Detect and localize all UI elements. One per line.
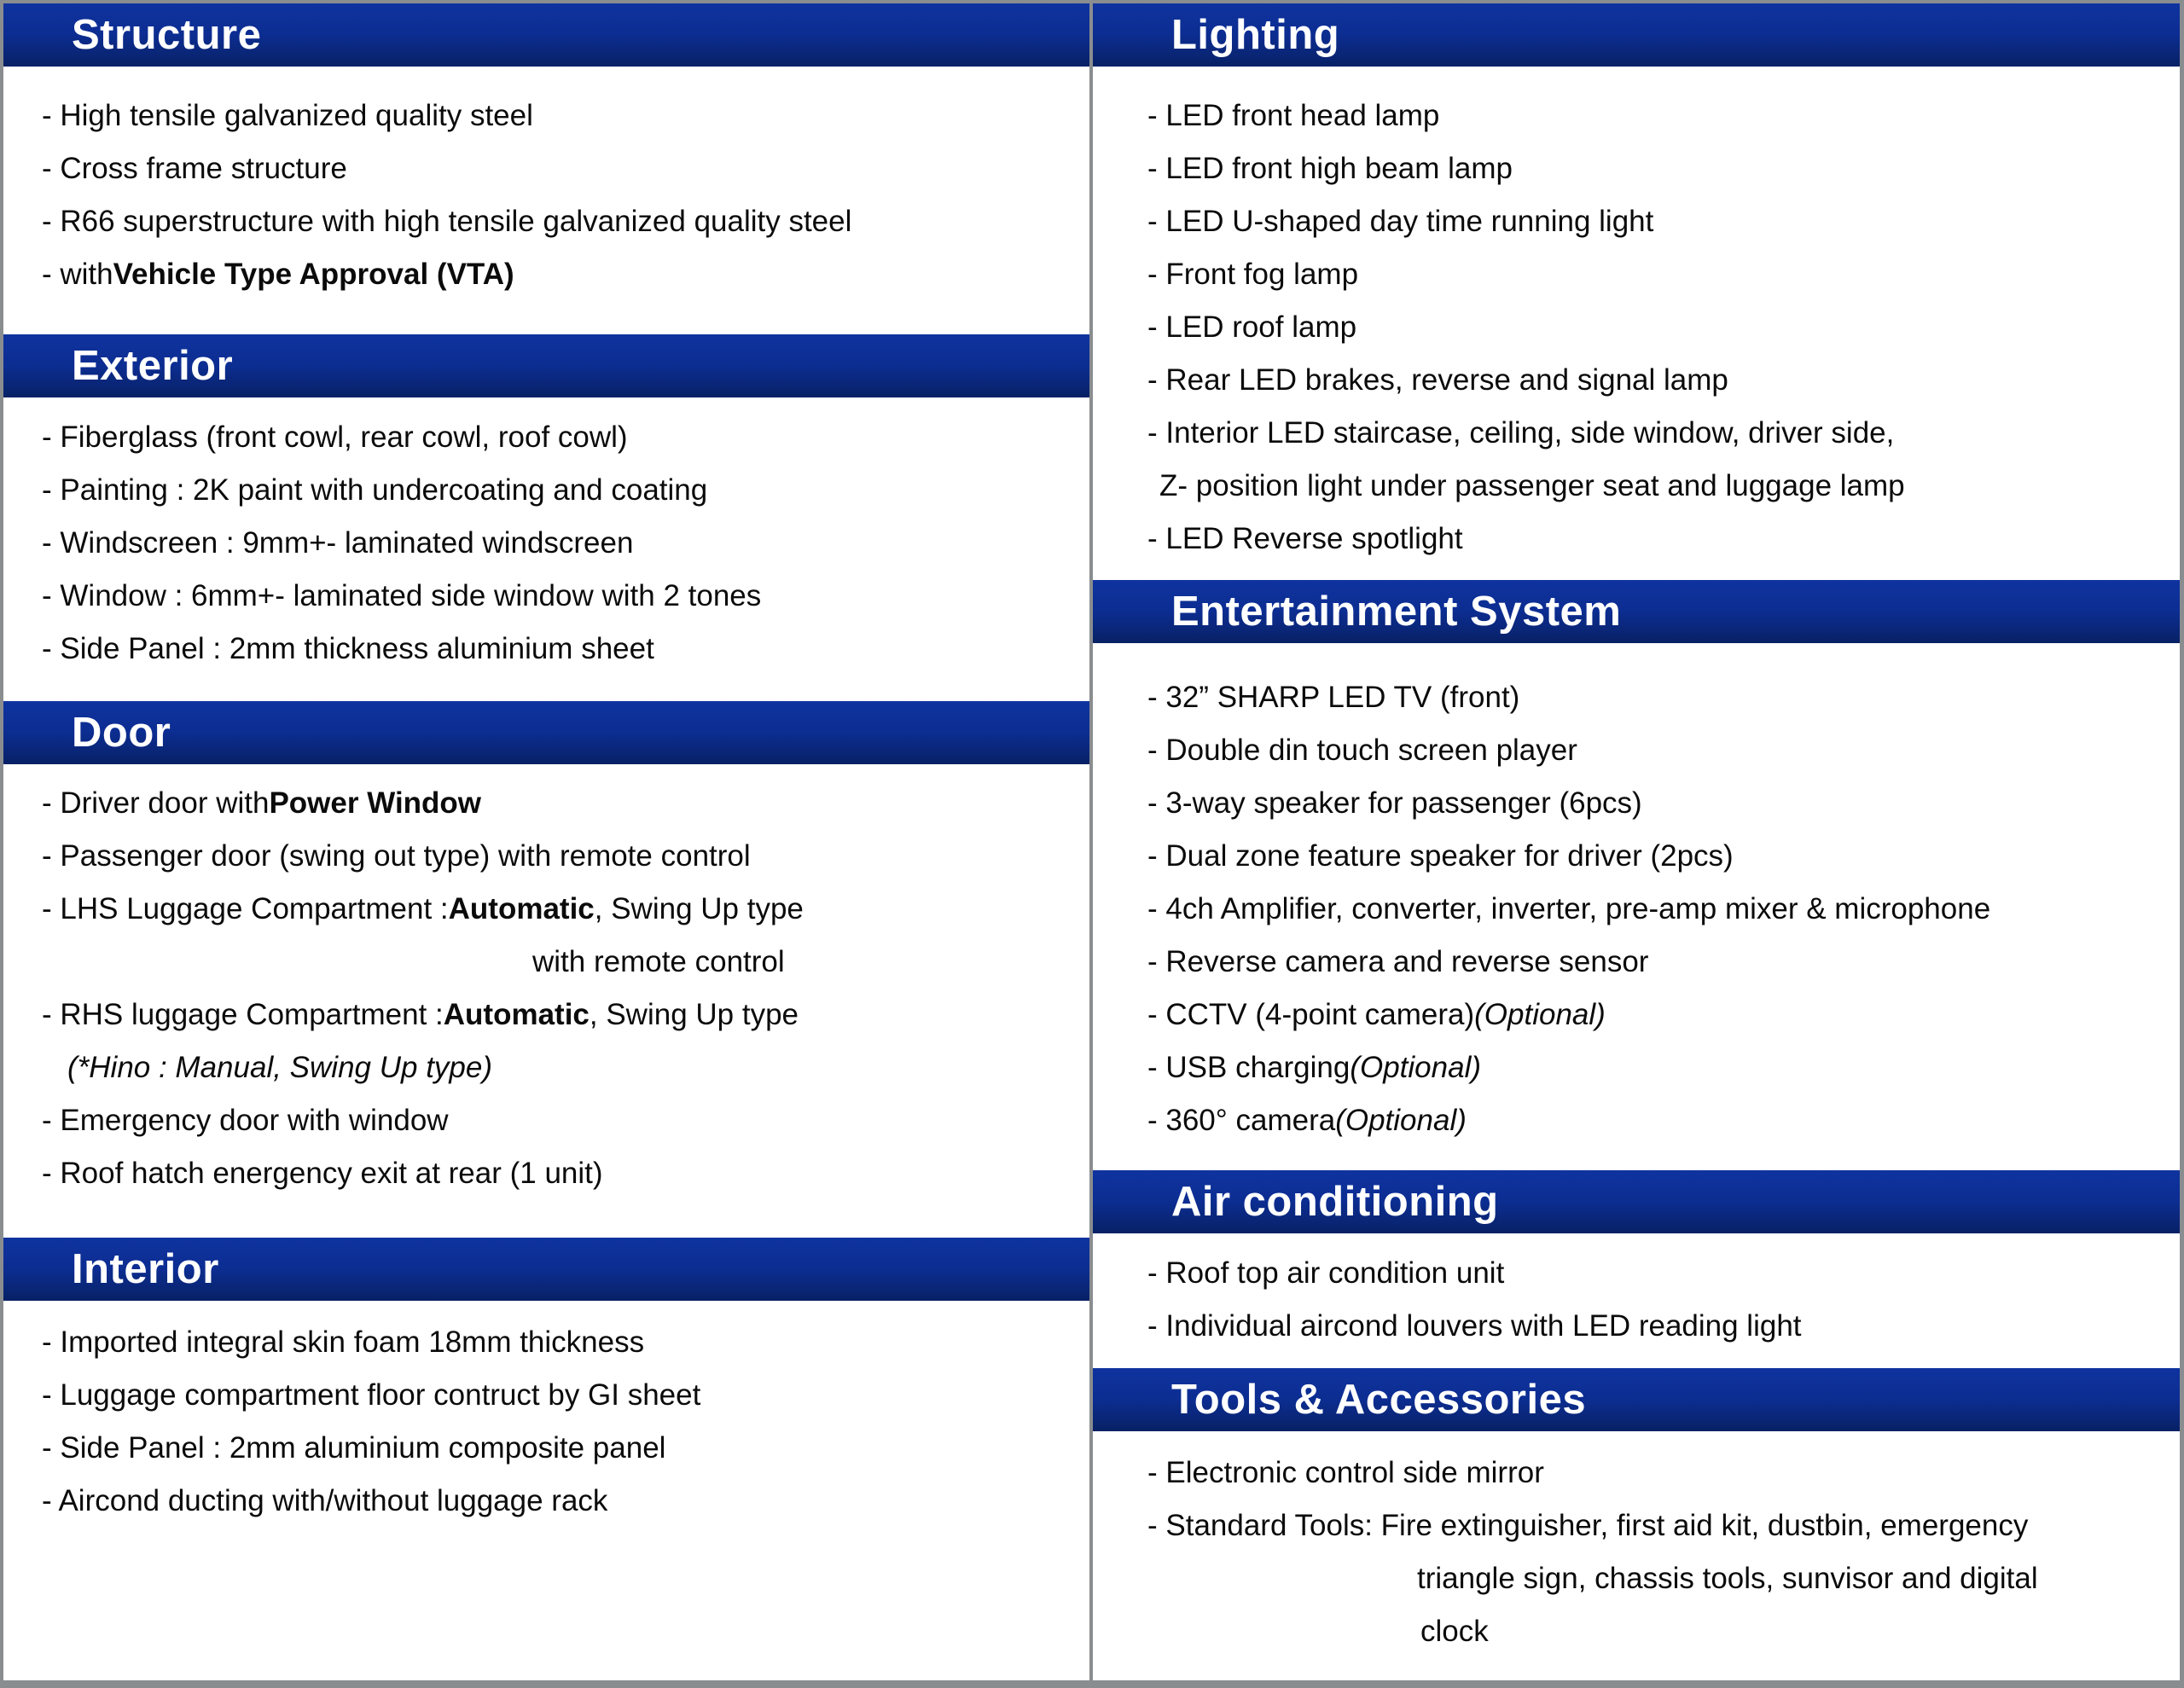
column-right (1093, 3, 2180, 1680)
spec-item: - CCTV (4-point camera) (Optional) (1147, 998, 1606, 1031)
spec-item: (*Hino : Manual, Swing Up type) (67, 1051, 492, 1084)
spec-list (3, 1316, 1089, 1528)
spec-item: - Reverse camera and reverse sensor (1147, 945, 1649, 978)
spec-item: - Dual zone feature speaker for driver (2pcs) (1147, 839, 1734, 873)
section-header (1093, 1368, 2180, 1431)
section-tools (1093, 1368, 2180, 1658)
spec-item: - LED Reverse spotlight (1147, 522, 1463, 555)
spec-item: - 360° camera (Optional) (1147, 1104, 1467, 1137)
spec-item: - Electronic control side mirror (1147, 1456, 1544, 1489)
spec-item: - Roof hatch energency exit at rear (1 unit) (42, 1157, 603, 1190)
spec-item: - Standard Tools: Fire extinguisher, first aid kit, dustbin, emergency (1147, 1509, 2029, 1542)
spec-list (3, 411, 1089, 676)
spec-item: - Rear LED brakes, reverse and signal lamp (1147, 363, 1728, 397)
section-aircond (1093, 1170, 2180, 1353)
spec-item: - 32” SHARP LED TV (front) (1147, 681, 1520, 714)
spec-item: - Side Panel : 2mm aluminium composite panel (42, 1431, 666, 1465)
spec-item: - Double din touch screen player (1147, 734, 1577, 767)
section-lighting (1093, 3, 2180, 566)
section-title: Door (72, 710, 171, 756)
spec-item: - Painting : 2K paint with undercoating and coating (42, 473, 708, 507)
section-header (3, 701, 1089, 764)
spec-item: - Cross frame structure (42, 152, 347, 185)
section-title: Exterior (72, 343, 234, 389)
spec-item: - Imported integral skin foam 18mm thickness (42, 1325, 645, 1359)
spec-item: - Interior LED staircase, ceiling, side window, driver side, (1147, 416, 1895, 450)
spec-list (1093, 671, 2180, 1147)
spec-item: - LHS Luggage Compartment : Automatic , Swing Up type (42, 892, 804, 925)
spec-item: clock (1420, 1615, 1489, 1648)
spec-item: - Side Panel : 2mm thickness aluminium sheet (42, 632, 654, 665)
spec-list (1093, 1447, 2180, 1658)
spec-list (3, 777, 1089, 1200)
column-left (3, 3, 1089, 1680)
section-header (1093, 1170, 2180, 1233)
section-title: Lighting (1171, 12, 1340, 58)
spec-list (1093, 1247, 2180, 1353)
section-title: Air conditioning (1171, 1179, 1499, 1225)
spec-item: - Roof top air condition unit (1147, 1256, 1505, 1290)
spec-item: triangle sign, chassis tools, sunvisor and digital (1417, 1562, 2038, 1595)
spec-item: - USB charging (Optional) (1147, 1051, 1481, 1084)
section-title: Tools & Accessories (1171, 1377, 1587, 1423)
spec-item: - LED front head lamp (1147, 99, 1440, 132)
section-structure (3, 3, 1089, 301)
spec-list (1093, 90, 2180, 566)
spec-item: - 3-way speaker for passenger (6pcs) (1147, 786, 1642, 820)
section-header (3, 1238, 1089, 1301)
section-header (1093, 580, 2180, 643)
section-title: Interior (72, 1246, 219, 1292)
spec-item: - LED U-shaped day time running light (1147, 205, 1654, 238)
section-entertainment (1093, 580, 2180, 1147)
spec-item: - Passenger door (swing out type) with remote control (42, 839, 751, 873)
spec-item: - R66 superstructure with high tensile galvanized quality steel (42, 205, 852, 238)
section-header (3, 334, 1089, 397)
section-title: Entertainment System (1171, 589, 1622, 635)
spec-item: - Emergency door with window (42, 1104, 449, 1137)
section-header (3, 3, 1089, 67)
spec-item: - High tensile galvanized quality steel (42, 99, 533, 132)
spec-item: - with Vehicle Type Approval (VTA) (42, 258, 514, 291)
spec-item: - Driver door with Power Window (42, 786, 482, 820)
spec-item: - LED front high beam lamp (1147, 152, 1513, 185)
spec-item: - Window : 6mm+- laminated side window with 2 tones (42, 579, 762, 612)
section-header (1093, 3, 2180, 67)
spec-item: - 4ch Amplifier, converter, inverter, pre-amp mixer & microphone (1147, 892, 1991, 925)
section-interior (3, 1238, 1089, 1528)
spec-item: - Luggage compartment floor contruct by GI sheet (42, 1378, 701, 1412)
spec-item: - RHS luggage Compartment : Automatic , Swing Up type (42, 998, 799, 1031)
spec-item: with remote control (532, 945, 785, 978)
section-title: Structure (72, 12, 262, 58)
spec-item: - Aircond ducting with/without luggage rack (42, 1484, 608, 1517)
spec-item: - LED roof lamp (1147, 310, 1357, 344)
section-door (3, 701, 1089, 1200)
spec-item: Z- position light under passenger seat and luggage lamp (1159, 469, 1905, 502)
spec-item: - Individual aircond louvers with LED reading light (1147, 1309, 1802, 1343)
section-exterior (3, 334, 1089, 676)
spec-list (3, 90, 1089, 301)
spec-item: - Front fog lamp (1147, 258, 1359, 291)
spec-item: - Windscreen : 9mm+- laminated windscreen (42, 526, 634, 560)
spec-item: - Fiberglass (front cowl, rear cowl, roof cowl) (42, 421, 628, 454)
